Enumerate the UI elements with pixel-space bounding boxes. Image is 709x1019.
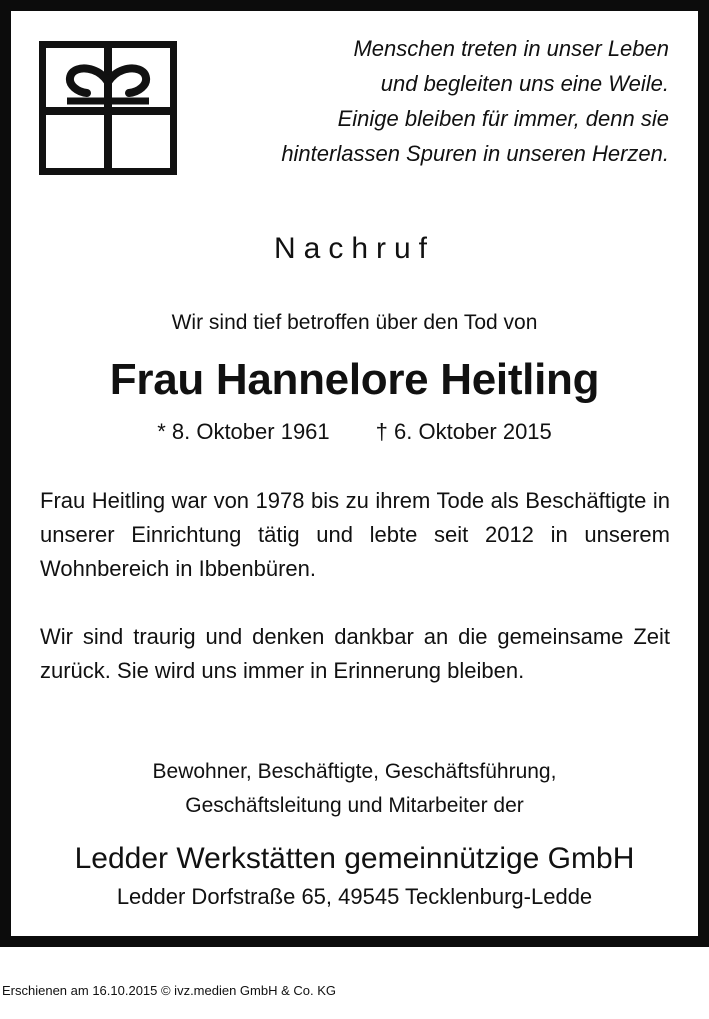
poem-line: Menschen treten in unser Leben <box>353 36 669 61</box>
signatories <box>0 755 709 823</box>
page-title: Nachruf <box>273 232 436 265</box>
paragraph-tribute: Frau Heitling war von 1978 bis zu ihrem Tode als Beschäftigte in unserer Einrichtung tätig und lebte seit 2012 in unserem Wohnbereich in Ibbenbüren. <box>40 488 670 581</box>
company-name: Ledder Werkstätten gemeinnützige GmbH <box>74 842 635 875</box>
window-cross-logo-icon <box>39 41 177 175</box>
intro-text: Wir sind tief betroffen über den Tod von <box>171 311 538 334</box>
poem-line: Einige bleiben für immer, denn sie <box>337 106 669 131</box>
poem-line: und begleiten uns eine Weile. <box>380 71 669 96</box>
poem <box>209 31 669 171</box>
paragraph-remembrance: Wir sind traurig und denken dankbar an die gemeinsame Zeit zurück. Sie wird uns immer in Erinnerung bleiben. <box>40 624 670 683</box>
life-dates <box>0 417 709 447</box>
birth-date: * 8. Oktober 1961 <box>157 419 330 444</box>
death-date: † 6. Oktober 2015 <box>375 419 552 444</box>
signatory-line: Geschäftsleitung und Mitarbeiter der <box>185 794 524 817</box>
publication-footer: Erschienen am 16.10.2015 © ivz.medien GmbH & Co. KG <box>2 983 337 998</box>
signatory-line: Bewohner, Beschäftigte, Geschäftsführung, <box>152 760 557 783</box>
deceased-name: Frau Hannelore Heitling <box>109 355 600 404</box>
company-address: Ledder Dorfstraße 65, 49545 Tecklenburg-Ledde <box>116 884 593 909</box>
poem-line: hinterlassen Spuren in unseren Herzen. <box>281 141 669 166</box>
